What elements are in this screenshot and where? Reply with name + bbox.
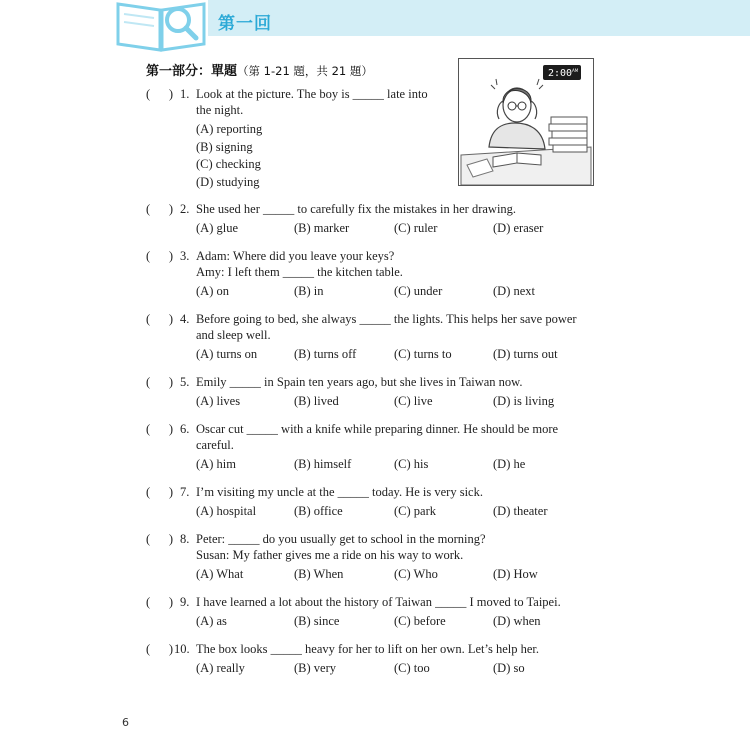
- option-d[interactable]: (D) is living: [493, 394, 555, 408]
- option-c[interactable]: (C) Who: [394, 567, 438, 581]
- answer-blank[interactable]: ( ): [146, 87, 174, 101]
- option-b[interactable]: (B) signing: [196, 139, 253, 154]
- option-b[interactable]: (B) lived: [294, 394, 339, 408]
- option-b[interactable]: (B) When: [294, 567, 344, 581]
- question-number: 6.: [180, 422, 190, 436]
- option-a[interactable]: (A) him: [196, 457, 236, 471]
- answer-blank[interactable]: ( ): [146, 312, 174, 326]
- question-number: 3.: [180, 249, 190, 263]
- option-a[interactable]: (A) on: [196, 284, 229, 298]
- question-number: 9.: [180, 595, 190, 609]
- question-text: Peter: _____ do you usually get to school in the morning?: [196, 532, 486, 546]
- question-number: 4.: [180, 312, 190, 326]
- option-d[interactable]: (D) studying: [196, 174, 260, 189]
- question-number: 2.: [180, 202, 190, 216]
- option-a[interactable]: (A) lives: [196, 394, 241, 408]
- option-d[interactable]: (D) so: [493, 661, 525, 675]
- answer-blank[interactable]: ( ): [146, 485, 174, 499]
- option-d[interactable]: (D) theater: [493, 504, 548, 518]
- question-number: 1.: [180, 87, 190, 101]
- option-c[interactable]: (C) under: [394, 284, 443, 298]
- option-a[interactable]: (A) turns on: [196, 347, 258, 361]
- option-c[interactable]: (C) checking: [196, 157, 261, 171]
- question-number: 5.: [180, 375, 190, 389]
- option-c[interactable]: (C) before: [394, 614, 446, 628]
- option-b[interactable]: (B) himself: [294, 457, 352, 471]
- question-text: I’m visiting my uncle at the _____ today. He is very sick.: [196, 485, 483, 499]
- clock-text: 2:00: [548, 68, 573, 79]
- option-c[interactable]: (C) turns to: [394, 347, 452, 361]
- question-number: 8.: [180, 532, 190, 546]
- clock-ampm: AM: [572, 68, 579, 73]
- question-text: careful.: [196, 438, 234, 452]
- option-b[interactable]: (B) marker: [294, 221, 350, 235]
- option-c[interactable]: (C) park: [394, 504, 436, 518]
- answer-blank[interactable]: ( ): [146, 422, 174, 436]
- answer-blank[interactable]: ( ): [146, 249, 174, 263]
- question-text: Emily _____ in Spain ten years ago, but she lives in Taiwan now.: [196, 375, 523, 389]
- question-number: 10.: [174, 642, 190, 656]
- option-b[interactable]: (B) turns off: [294, 347, 357, 361]
- option-d[interactable]: (D) How: [493, 567, 538, 581]
- option-d[interactable]: (D) eraser: [493, 221, 544, 235]
- option-a[interactable]: (A) reporting: [196, 122, 263, 136]
- option-d[interactable]: (D) turns out: [493, 347, 558, 361]
- option-a[interactable]: (A) What: [196, 567, 244, 581]
- open-book-magnifier-icon: [112, 0, 212, 52]
- page-number: 6: [122, 716, 129, 729]
- question-text: She used her _____ to carefully fix the mistakes in her drawing.: [196, 202, 517, 216]
- section-heading-range: （第 1-21 題，共 21 題）: [237, 64, 373, 78]
- option-d[interactable]: (D) when: [493, 614, 541, 628]
- option-c[interactable]: (C) live: [394, 394, 433, 408]
- option-b[interactable]: (B) in: [294, 284, 324, 298]
- question-text: Adam: Where did you leave your keys?: [196, 249, 395, 263]
- question-text: Amy: I left them _____ the kitchen table.: [196, 265, 403, 279]
- section-heading: [146, 60, 373, 79]
- question-text: and sleep well.: [196, 328, 271, 342]
- option-d[interactable]: (D) next: [493, 284, 535, 298]
- option-a[interactable]: (A) glue: [196, 221, 238, 235]
- section-heading-main: 第一部分：單題: [146, 64, 238, 79]
- header-band: [208, 0, 750, 36]
- option-a[interactable]: (A) hospital: [196, 504, 257, 518]
- option-c[interactable]: (C) ruler: [394, 221, 438, 235]
- option-a[interactable]: (A) really: [196, 661, 245, 675]
- option-a[interactable]: (A) as: [196, 614, 227, 628]
- question-text: the night.: [196, 103, 244, 117]
- question-text: Look at the picture. The boy is _____ late into: [196, 87, 428, 101]
- answer-blank[interactable]: ( ): [146, 202, 174, 216]
- option-c[interactable]: (C) his: [394, 457, 429, 471]
- answer-blank[interactable]: ( ): [146, 642, 174, 656]
- answer-blank[interactable]: ( ): [146, 375, 174, 389]
- question-text: Susan: My father gives me a ride on his way to work.: [196, 548, 464, 562]
- question-number: 7.: [180, 485, 190, 499]
- answer-blank[interactable]: ( ): [146, 532, 174, 546]
- question-text: The box looks _____ heavy for her to lift on her own. Let’s help her.: [196, 642, 539, 656]
- chapter-title: 第一回: [218, 14, 272, 34]
- question-text: I have learned a lot about the history of Taiwan _____ I moved to Taipei.: [196, 595, 561, 609]
- question-text: Oscar cut _____ with a knife while preparing dinner. He should be more: [196, 422, 559, 436]
- question-text: Before going to bed, she always _____ the lights. This helps her save power: [196, 312, 577, 326]
- option-b[interactable]: (B) office: [294, 504, 343, 518]
- answer-blank[interactable]: ( ): [146, 595, 174, 609]
- option-b[interactable]: (B) very: [294, 661, 336, 675]
- option-d[interactable]: (D) he: [493, 457, 526, 471]
- option-c[interactable]: (C) too: [394, 661, 430, 675]
- option-b[interactable]: (B) since: [294, 614, 340, 628]
